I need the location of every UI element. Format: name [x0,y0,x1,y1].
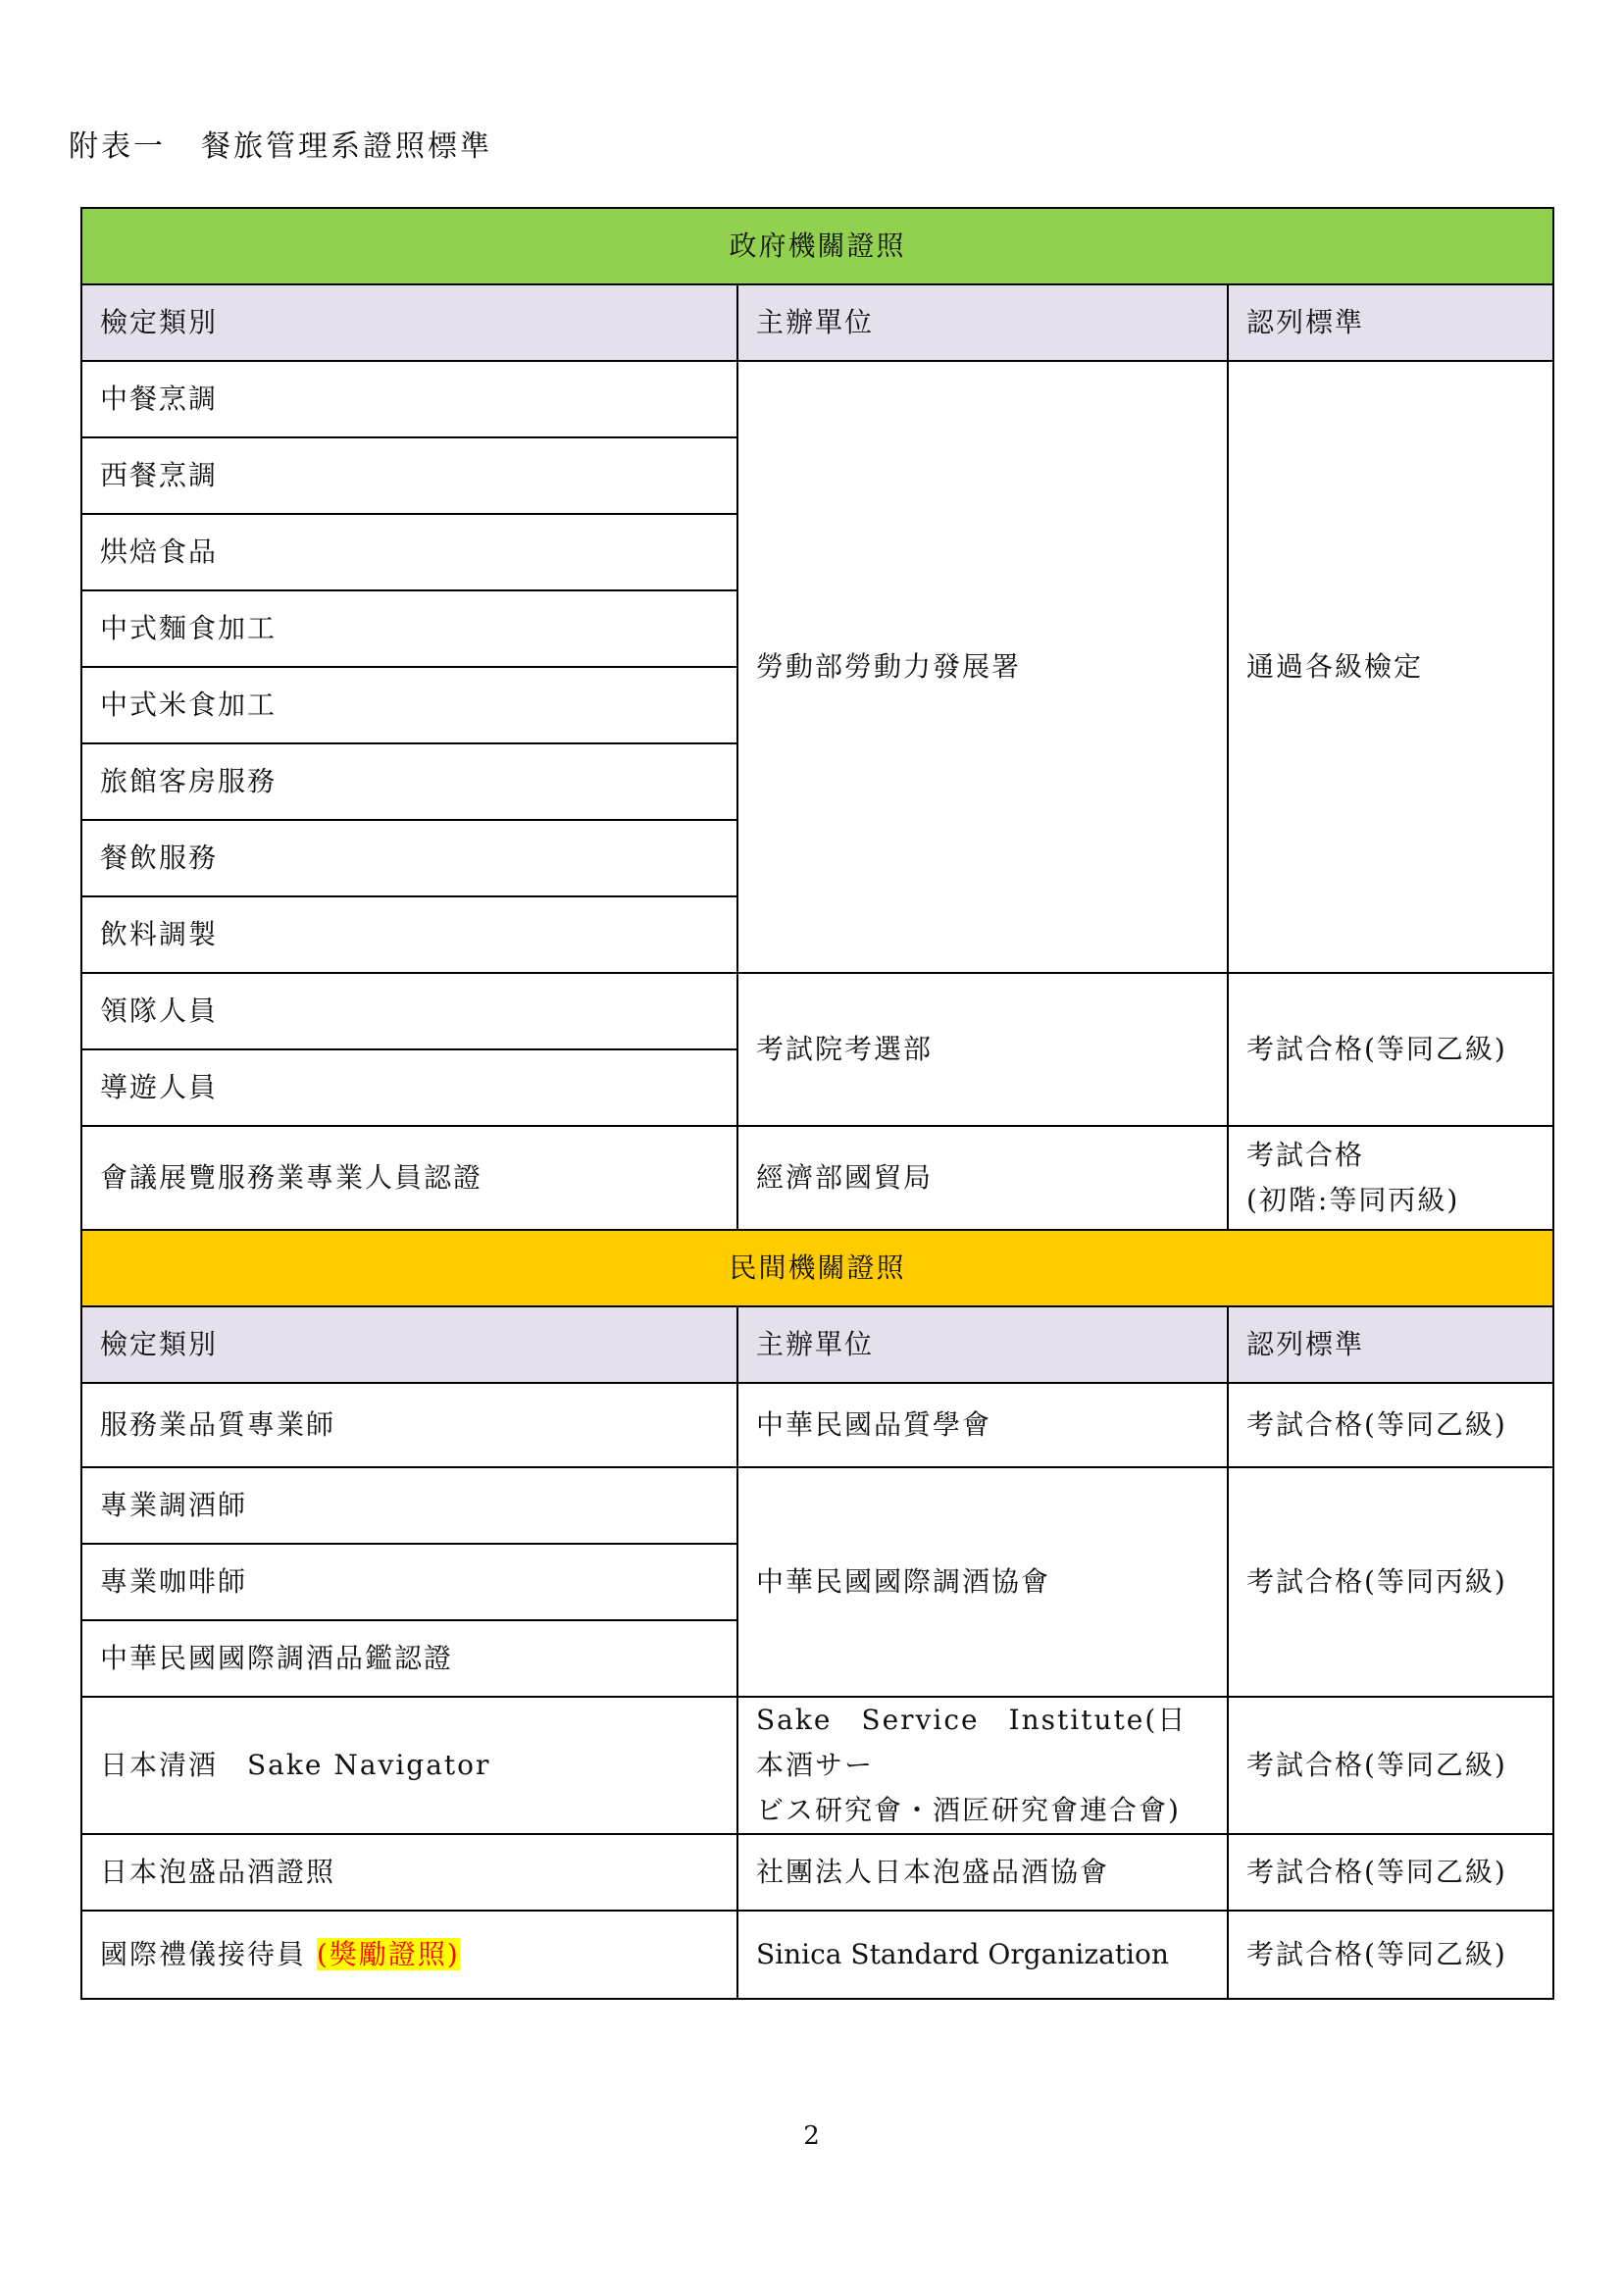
category-cell: 日本清酒 Sake Navigator [81,1697,737,1834]
page-number: 2 [803,2121,820,2151]
organizer-cell: Sinica Standard Organization [737,1911,1228,1999]
organizer-cell: 中華民國品質學會 [737,1383,1228,1467]
category-cell: 中式米食加工 [81,667,737,743]
standard-cell: 考試合格(等同乙級) [1228,1834,1553,1911]
category-cell: 專業咖啡師 [81,1544,737,1620]
table-row [81,1697,1553,1834]
header-category: 檢定類別 [81,1306,737,1383]
header-category: 檢定類別 [81,284,737,361]
category-cell: 西餐烹調 [81,437,737,514]
government-column-header [81,284,1553,361]
category-text: 國際禮儀接待員 [100,1938,307,1970]
category-cell: 中式麵食加工 [81,590,737,667]
category-cell: 中華民國國際調酒品鑑認證 [81,1620,737,1697]
header-organizer: 主辦單位 [737,284,1228,361]
caption-title: 餐旅管理系證照標準 [201,129,492,164]
organizer-cell: 經濟部國貿局 [737,1126,1228,1230]
standard-cell: 考試合格(等同乙級) [1228,1697,1553,1834]
table-row [81,1126,1553,1230]
table-row [81,973,1553,1049]
table-row [81,1911,1553,1999]
organizer-cell: 勞動部勞動力發展署 [737,361,1228,973]
category-cell: 中餐烹調 [81,361,737,437]
header-organizer: 主辦單位 [737,1306,1228,1383]
organizer-cell [737,1697,1228,1834]
private-section-title: 民間機關證照 [81,1230,1553,1306]
table-row [81,1383,1553,1467]
header-standard: 認列標準 [1228,1306,1553,1383]
standard-cell [1228,1126,1553,1230]
standard-cell: 考試合格(等同丙級) [1228,1467,1553,1697]
category-cell: 烘焙食品 [81,514,737,590]
standard-cell: 考試合格(等同乙級) [1228,1911,1553,1999]
organizer-cell: 社團法人日本泡盛品酒協會 [737,1834,1228,1911]
category-cell: 旅館客房服務 [81,743,737,820]
category-cell: 專業調酒師 [81,1467,737,1544]
category-cell: 會議展覽服務業專業人員認證 [81,1126,737,1230]
reward-certificate-badge: (獎勵證照) [316,1938,460,1970]
caption-label: 附表一 [69,129,166,164]
government-section-header [81,208,1553,284]
organizer-line: ビス研究會・酒匠研究會連合會) [756,1794,1181,1826]
organizer-cell: 考試院考選部 [737,973,1228,1126]
category-cell: 服務業品質專業師 [81,1383,737,1467]
category-cell [81,1911,737,1999]
category-cell: 日本泡盛品酒證照 [81,1834,737,1911]
table-row [81,1834,1553,1911]
organizer-cell: 中華民國國際調酒協會 [737,1467,1228,1697]
category-cell: 導遊人員 [81,1049,737,1126]
category-cell: 餐飲服務 [81,820,737,896]
standard-cell: 考試合格(等同乙級) [1228,973,1553,1126]
category-cell: 飲料調製 [81,896,737,973]
standard-line: 考試合格 [1246,1139,1365,1171]
header-standard: 認列標準 [1228,284,1553,361]
category-cell: 領隊人員 [81,973,737,1049]
government-section-title: 政府機關證照 [81,208,1553,284]
standard-cell: 通過各級檢定 [1228,361,1553,973]
standard-line: (初階:等同丙級) [1246,1184,1460,1216]
table-row [81,361,1553,437]
private-section-header [81,1230,1553,1306]
private-column-header [81,1306,1553,1383]
certification-table [80,207,1554,2000]
standard-cell: 考試合格(等同乙級) [1228,1383,1553,1467]
table-caption [69,122,492,165]
organizer-line: Sake Service Institute(日本酒サー [756,1704,1188,1781]
table-row [81,1467,1553,1544]
